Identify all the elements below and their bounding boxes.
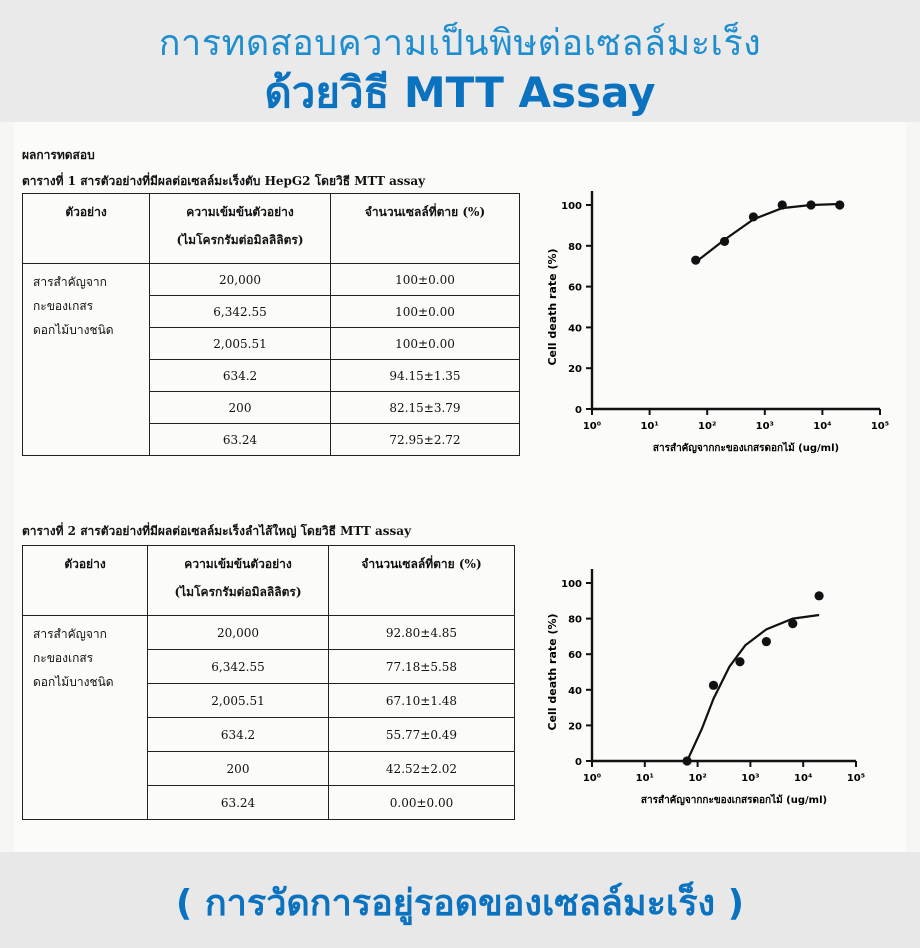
- table1-header-concentration: [150, 194, 331, 264]
- death-cell: 72.95±2.72: [331, 424, 520, 456]
- data-point: [720, 237, 729, 246]
- data-point: [762, 637, 771, 646]
- table1-header-row: [23, 194, 520, 264]
- death-cell: 94.15±1.35: [331, 360, 520, 392]
- fit-curve-line: [687, 615, 819, 761]
- table2-header-sample: ตัวอย่าง: [23, 546, 148, 616]
- data-point: [691, 256, 700, 265]
- data-point: [806, 200, 815, 209]
- table2-sample-line: สารสำคัญจาก: [33, 627, 107, 641]
- y-tick-label: 60: [568, 282, 582, 294]
- data-point: [814, 591, 823, 600]
- x-axis-label: สารสำคัญจากกะของเกสรดอกไม้ (ug/ml): [652, 443, 840, 454]
- y-tick-label: 20: [568, 364, 582, 376]
- death-cell: 77.18±5.58: [329, 650, 515, 684]
- death-cell: 92.80±4.85: [329, 616, 515, 650]
- data-point: [749, 212, 758, 221]
- x-tick-label: 10⁵: [846, 773, 866, 784]
- x-tick-label: 10⁴: [794, 773, 813, 784]
- x-tick-label: 10³: [741, 773, 760, 784]
- y-tick-label: 80: [568, 614, 582, 626]
- y-tick-label: 40: [568, 685, 582, 697]
- table1-header-death: จำนวนเซลล์ที่ตาย (%): [331, 194, 520, 264]
- fit-curve-line: [696, 204, 840, 262]
- death-cell: 82.15±3.79: [331, 392, 520, 424]
- table1-header-concentration-line2: (ไมโครกรัมต่อมิลลิลิตร): [176, 233, 304, 247]
- x-tick-label: 10⁰: [582, 773, 602, 784]
- table2-header-death: จำนวนเซลล์ที่ตาย (%): [329, 546, 515, 616]
- table2-sample-line: ดอกไม้บางชนิด: [33, 675, 114, 689]
- death-cell: 67.10±1.48: [329, 684, 515, 718]
- x-tick-label: 10³: [755, 421, 774, 432]
- concentration-cell: 20,000: [148, 616, 329, 650]
- y-tick-label: 20: [568, 721, 582, 733]
- y-tick-label: 60: [568, 650, 582, 662]
- table1: [22, 193, 520, 456]
- concentration-cell: 6,342.55: [148, 650, 329, 684]
- x-tick-label: 10²: [688, 773, 707, 784]
- data-point: [709, 681, 718, 690]
- x-tick-label: 10⁵: [870, 421, 890, 432]
- table-row: [23, 264, 520, 296]
- table2: [22, 545, 515, 820]
- data-point: [682, 756, 691, 765]
- data-point: [835, 200, 844, 209]
- death-cell: 100±0.00: [331, 328, 520, 360]
- table2-header-concentration-line2: (ไมโครกรัมต่อมิลลิลิตร): [174, 585, 302, 599]
- concentration-cell: 6,342.55: [150, 296, 331, 328]
- concentration-cell: 634.2: [148, 718, 329, 752]
- data-point: [735, 657, 744, 666]
- data-point: [778, 200, 787, 209]
- death-cell: 100±0.00: [331, 264, 520, 296]
- title-banner: [0, 0, 920, 122]
- concentration-cell: 634.2: [150, 360, 331, 392]
- table-row: [23, 616, 515, 650]
- y-tick-label: 0: [575, 405, 582, 416]
- x-tick-label: 10⁰: [582, 421, 602, 432]
- y-tick-label: 100: [561, 201, 582, 212]
- y-tick-label: 0: [575, 757, 582, 768]
- title-line-2: ด้วยวิธี MTT Assay: [264, 68, 656, 117]
- table1-caption: ตารางที่ 1 สารตัวอย่างที่มีผลต่อเซลล์มะเร็งตับ HepG2 โดยวิธี MTT assay: [22, 174, 426, 188]
- table1-header-concentration-line1: ความเข้มข้นตัวอย่าง: [186, 205, 294, 219]
- concentration-cell: 200: [150, 392, 331, 424]
- death-cell: 100±0.00: [331, 296, 520, 328]
- concentration-cell: 63.24: [148, 786, 329, 820]
- table2-header-row: [23, 546, 515, 616]
- y-axis-label: Cell death rate (%): [546, 248, 559, 366]
- table1-header-sample: ตัวอย่าง: [23, 194, 150, 264]
- y-tick-label: 80: [568, 241, 582, 253]
- results-heading: ผลการทดสอบ: [22, 148, 95, 162]
- concentration-cell: 20,000: [150, 264, 331, 296]
- x-tick-label: 10¹: [635, 773, 654, 784]
- table2-caption: ตารางที่ 2 สารตัวอย่างที่มีผลต่อเซลล์มะเร็งลำไส้ใหญ่ โดยวิธี MTT assay: [22, 524, 412, 538]
- death-cell: 0.00±0.00: [329, 786, 515, 820]
- table1-sample-line: กะของเกสร: [33, 299, 94, 313]
- chart-hepg2: [530, 175, 910, 465]
- table1-sample-cell: [23, 264, 150, 456]
- death-cell: 42.52±2.02: [329, 752, 515, 786]
- table1-sample-line: สารสำคัญจาก: [33, 275, 107, 289]
- table2-header-concentration-line1: ความเข้มข้นตัวอย่าง: [184, 557, 292, 571]
- table2-sample-line: กะของเกสร: [33, 651, 94, 665]
- table1-sample-line: ดอกไม้บางชนิด: [33, 323, 114, 337]
- concentration-cell: 2,005.51: [148, 684, 329, 718]
- y-tick-label: 40: [568, 323, 582, 335]
- title-line-1: การทดสอบความเป็นพิษต่อเซลล์มะเร็ง: [158, 23, 762, 64]
- y-tick-label: 100: [561, 579, 582, 590]
- death-cell: 55.77±0.49: [329, 718, 515, 752]
- footer-caption: ( การวัดการอยู่รอดของเซลล์มะเร็ง ): [175, 883, 745, 924]
- data-point: [788, 619, 797, 628]
- concentration-cell: 2,005.51: [150, 328, 331, 360]
- x-tick-label: 10⁴: [813, 421, 832, 432]
- caption-banner: [0, 852, 920, 948]
- x-tick-label: 10²: [698, 421, 717, 432]
- table2-header-concentration: [148, 546, 329, 616]
- x-tick-label: 10¹: [640, 421, 659, 432]
- table2-sample-cell: [23, 616, 148, 820]
- concentration-cell: 63.24: [150, 424, 331, 456]
- x-axis-label: สารสำคัญจากกะของเกสรดอกไม้ (ug/ml): [640, 795, 828, 806]
- y-axis-label: Cell death rate (%): [546, 613, 559, 731]
- concentration-cell: 200: [148, 752, 329, 786]
- chart-colon: [530, 545, 910, 835]
